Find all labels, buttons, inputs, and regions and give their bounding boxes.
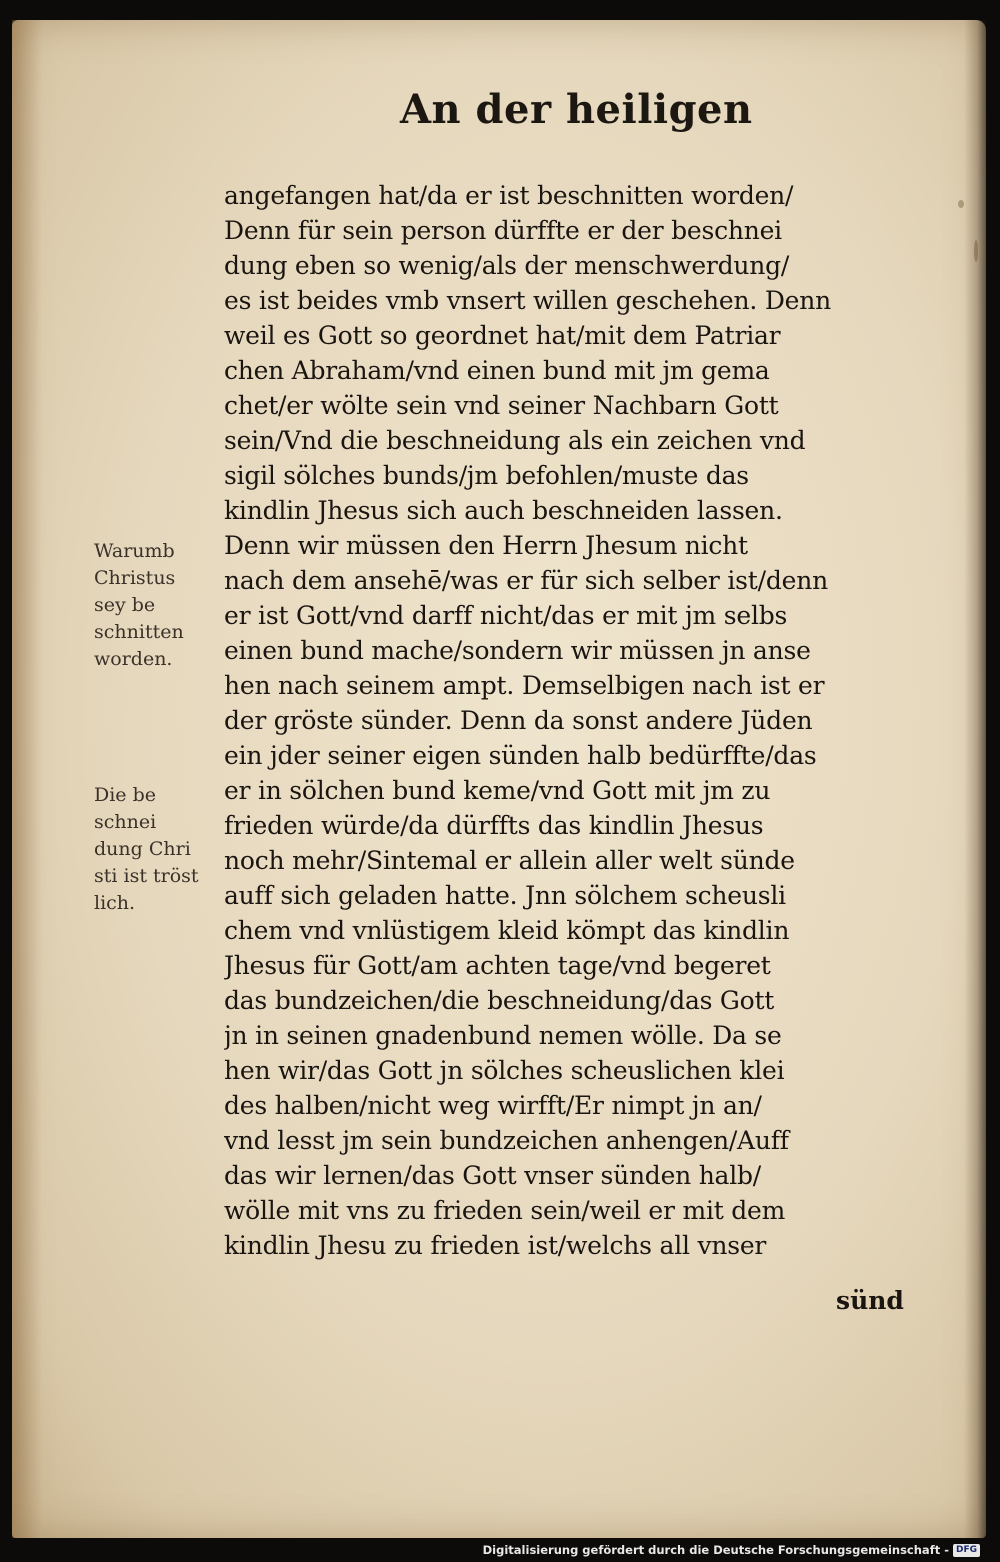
text-line: es ist beides vmb vnsert willen geschehen. Denn bbox=[224, 286, 832, 315]
text-line: kindlin Jhesu zu frieden ist/welchs all vnser bbox=[224, 1231, 767, 1260]
text-line: das bundzeichen/die beschneidung/das Gott bbox=[224, 986, 775, 1015]
text-line: chen Abraham/vnd einen bund mit jm gema bbox=[224, 356, 770, 385]
text-line: jn in seinen gnadenbund nemen wölle. Da se bbox=[224, 1021, 782, 1050]
text-line: auff sich geladen hatte. Jnn sölchem scheusli bbox=[224, 881, 786, 910]
text-line: vnd lesst jm sein bundzeichen anhengen/Auff bbox=[224, 1126, 789, 1155]
margin-note-line: schnei bbox=[94, 811, 157, 833]
ink-blot bbox=[958, 200, 964, 208]
text-line: ein jder seiner eigen sünden halb bedürffte/das bbox=[224, 741, 817, 770]
text-line: weil es Gott so geordnet hat/mit dem Patriar bbox=[224, 321, 781, 350]
dfg-logo: DFG bbox=[953, 1544, 980, 1557]
text-line: dung eben so wenig/als der menschwerdung/ bbox=[224, 251, 790, 280]
text-line: Denn für sein person dürffte er der beschnei bbox=[224, 216, 782, 245]
text-line: frieden würde/da dürffts das kindlin Jhesus bbox=[224, 811, 764, 840]
text-line: noch mehr/Sintemal er allein aller welt sünde bbox=[224, 846, 795, 875]
margin-note-comforting bbox=[94, 782, 224, 917]
text-line: chet/er wölte sein vnd seiner Nachbarn Gott bbox=[224, 391, 779, 420]
text-line: sigil sölches bunds/jm befohlen/muste das bbox=[224, 461, 749, 490]
text-line: wölle mit vns zu frieden sein/weil er mit dem bbox=[224, 1196, 786, 1225]
text-line: des halben/nicht weg wirfft/Er nimpt jn an/ bbox=[224, 1091, 762, 1120]
text-line: hen wir/das Gott jn sölches scheuslichen klei bbox=[224, 1056, 785, 1085]
text-line: er in sölchen bund keme/vnd Gott mit jm zu bbox=[224, 776, 771, 805]
text-line: Jhesus für Gott/am achten tage/vnd begeret bbox=[224, 951, 771, 980]
margin-note-line: Die be bbox=[94, 784, 157, 806]
margin-note-line: dung Chri bbox=[94, 838, 191, 860]
text-line: sein/Vnd die beschneidung als ein zeichen vnd bbox=[224, 426, 806, 455]
text-line: nach dem ansehē/was er für sich selber ist/denn bbox=[224, 566, 828, 595]
margin-note-line: sey be bbox=[94, 594, 156, 616]
footer-credit: Digitalisierung gefördert durch die Deutsche Forschungsgemeinschaft - bbox=[482, 1543, 949, 1557]
digitization-footer bbox=[483, 1543, 980, 1557]
margin-note-line: Christus bbox=[94, 567, 176, 589]
margin-note-line: sti ist tröst bbox=[94, 865, 199, 887]
text-line: das wir lernen/das Gott vnser sünden halb/ bbox=[224, 1161, 761, 1190]
margin-note-line: worden. bbox=[94, 648, 173, 670]
text-line: angefangen hat/da er ist beschnitten worden/ bbox=[224, 181, 794, 210]
text-line: er ist Gott/vnd darff nicht/das er mit jm selbs bbox=[224, 601, 788, 630]
margin-note-why-circumcised bbox=[94, 538, 224, 673]
text-line: Denn wir müssen den Herrn Jhesum nicht bbox=[224, 531, 748, 560]
text-line: der gröste sünder. Denn da sonst andere Jüden bbox=[224, 706, 813, 735]
text-line: kindlin Jhesus sich auch beschneiden lassen. bbox=[224, 496, 783, 525]
text-line: chem vnd vnlüstigem kleid kömpt das kindlin bbox=[224, 916, 790, 945]
page-edge-stain bbox=[12, 20, 42, 1538]
ink-blot bbox=[974, 240, 978, 262]
text-line: einen bund mache/sondern wir müssen jn anse bbox=[224, 636, 811, 665]
running-header: An der heiligen bbox=[400, 86, 753, 133]
margin-note-line: lich. bbox=[94, 892, 136, 914]
catchword: sünd bbox=[836, 1286, 904, 1315]
body-text bbox=[224, 178, 934, 1263]
text-line: hen nach seinem ampt. Demselbigen nach ist er bbox=[224, 671, 825, 700]
margin-note-line: Warumb bbox=[94, 540, 175, 562]
margin-note-line: schnitten bbox=[94, 621, 184, 643]
